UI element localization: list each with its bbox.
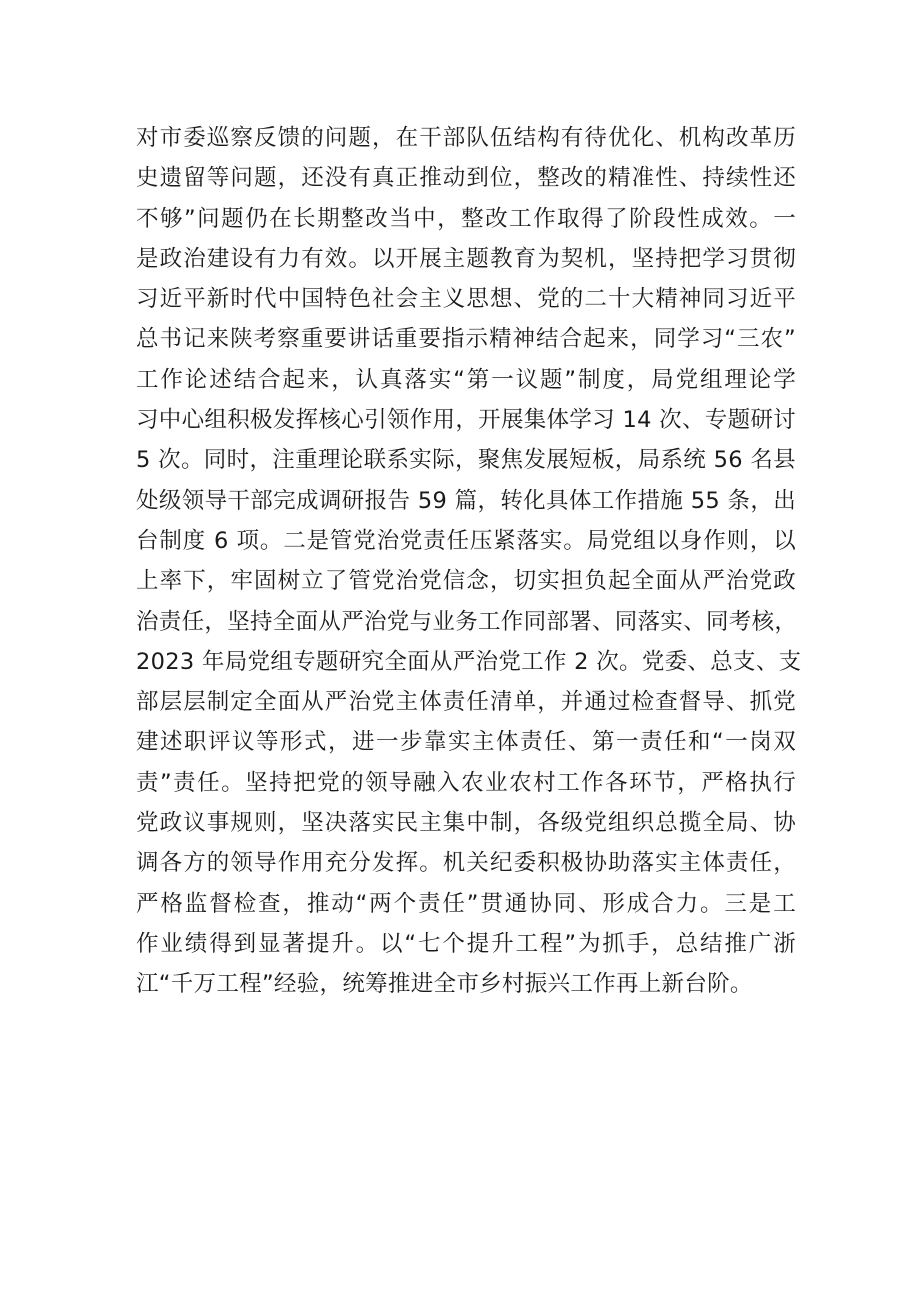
- text-line: 部层层制定全面从严治党主体责任清单，并通过检查督导、抓党: [136, 689, 796, 716]
- text-line: 台制度 6 项。二是管党治党责任压紧落实。局党组以身作则，以: [136, 527, 796, 554]
- text-line: 是政治建设有力有效。以开展主题教育为契机，坚持把学习贯彻: [136, 245, 796, 272]
- text-line: 不够”问题仍在长期整改当中，整改工作取得了阶段性成效。一: [136, 205, 796, 232]
- text-line: 治责任，坚持全面从严治党与业务工作同部署、同落实、同考核，: [136, 608, 798, 635]
- text-line: 建述职评议等形式，进一步靠实主体责任、第一责任和“一岗双: [136, 729, 796, 756]
- text-line: 习近平新时代中国特色社会主义思想、党的二十大精神同习近平: [136, 286, 796, 313]
- text-line: 2023 年局党组专题研究全面从严治党工作 2 次。党委、总支、支: [136, 648, 802, 675]
- text-line: 总书记来陕考察重要讲话重要指示精神结合起来，同学习“三农”: [136, 326, 796, 353]
- text-line: 江“千万工程”经验，统筹推进全市乡村振兴工作再上新台阶。: [136, 971, 753, 998]
- text-line: 调各方的领导作用充分发挥。机关纪委积极协助落实主体责任，: [136, 850, 796, 877]
- text-line: 党政议事规则，坚决落实民主集中制，各级党组织总揽全局、协: [136, 810, 796, 837]
- text-line: 对市委巡察反馈的问题，在干部队伍结构有待优化、机构改革历: [136, 125, 796, 151]
- text-line: 史遗留等问题，还没有真正推动到位，整改的精准性、持续性还: [136, 165, 796, 192]
- text-line: 严格监督检查，推动“两个责任”贯通协同、形成合力。三是工: [136, 890, 796, 917]
- text-line: 工作论述结合起来，认真落实“第一议题”制度，局党组理论学: [136, 366, 796, 393]
- text-line: 上率下，牢固树立了管党治党信念，切实担负起全面从严治党政: [136, 568, 796, 595]
- text-line: 5 次。同时，注重理论联系实际，聚焦发展短板，局系统 56 名县: [136, 447, 796, 474]
- text-line: 处级领导干部完成调研报告 59 篇，转化具体工作措施 55 条，出: [136, 487, 796, 514]
- text-line: 习中心组积极发挥核心引领作用，开展集体学习 14 次、专题研讨: [136, 407, 796, 434]
- text-line: 责”责任。坚持把党的领导融入农业农村工作各环节，严格执行: [136, 769, 796, 796]
- text-line: 作业绩得到显著提升。以“七个提升工程”为抓手，总结推广浙: [136, 930, 796, 957]
- body-paragraph: [136, 118, 802, 1005]
